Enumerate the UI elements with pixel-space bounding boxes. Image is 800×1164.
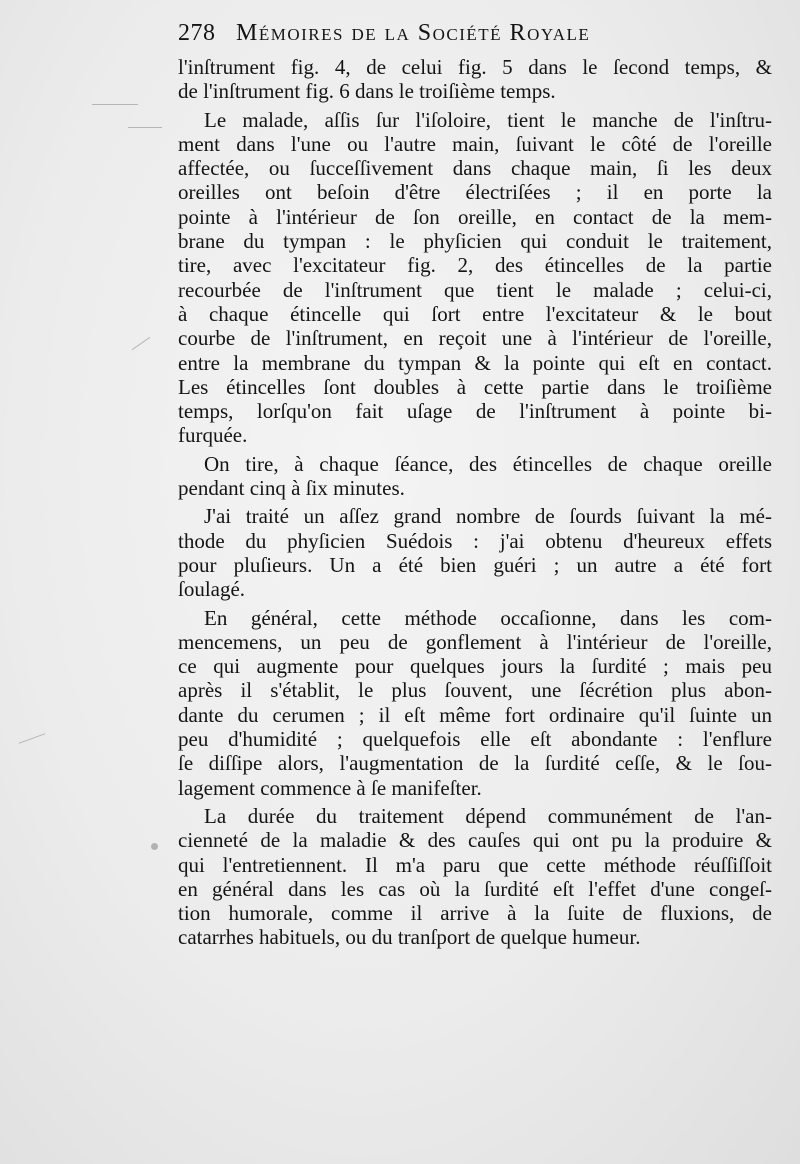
body-text: [178, 55, 772, 950]
text-line: lagement commence à ſe manifeſter.: [178, 775, 482, 800]
text-line: ſoulagé.: [178, 577, 246, 602]
margin-mark: [132, 337, 151, 350]
text-line: après il s'établit, le plus ſouvent, une ſécrétion plus abon-: [178, 678, 772, 703]
text-line: tire, avec l'excitateur fig. 2, des étincelles de la partie: [178, 253, 772, 278]
text-line: affectée, ou ſucceſſivement dans chaque main, ſi les deux: [178, 156, 772, 181]
text-line: oreilles ont beſoin d'être électriſées ; il en porte la: [178, 180, 772, 205]
text-line: l'inſtrument fig. 4, de celui fig. 5 dans le ſecond temps, &: [178, 55, 772, 79]
text-line: en général dans les cas où la ſurdité eſt l'effet d'une congeſ-: [178, 876, 772, 901]
text-line: brane du tympan : le phyſicien qui conduit le traitement,: [178, 229, 772, 254]
text-line: cienneté de la maladie & des cauſes qui ont pu la produire &: [178, 828, 772, 853]
text-line: ment dans l'une ou l'autre main, ſuivant le côté de l'oreille: [178, 131, 772, 156]
text-line: tion humorale, comme il arrive à la ſuite de fluxions, de: [178, 901, 772, 926]
text-line: ce qui augmente pour quelques jours la ſurdité ; mais peu: [178, 654, 772, 679]
text-line: recourbée de l'inſtrument que tient le malade ; celui-ci,: [178, 277, 772, 302]
text-line: On tire, à chaque ſéance, des étincelles de chaque oreille: [204, 451, 772, 476]
text-line: pour pluſieurs. Un a été bien guéri ; un autre a été fort: [178, 552, 772, 577]
text-line: dante du cerumen ; il eſt même fort ordinaire qu'il ſuinte un: [178, 702, 772, 727]
margin-mark: [92, 104, 138, 105]
text-line: Le malade, aſſis ſur l'iſoloire, tient le manche de l'inſtru-: [204, 107, 772, 132]
running-title: Mémoires de la Société Royale: [236, 20, 591, 46]
text-line: catarrhes habituels, ou du tranſport de quelque humeur.: [178, 925, 641, 950]
text-line: Les étincelles ſont doubles à cette partie dans le troiſième: [178, 374, 772, 399]
text-line: courbe de l'inſtrument, en reçoit une à l'intérieur de l'oreille,: [178, 326, 772, 351]
text-line: qui l'entretiennent. Il m'a paru que cette méthode réuſſiſſoit: [178, 852, 772, 877]
margin-mark: [128, 127, 162, 128]
text-line: La durée du traitement dépend communément de l'an-: [204, 803, 772, 828]
text-line: pointe à l'intérieur de ſon oreille, en contact de la mem-: [178, 204, 772, 229]
text-line: ſe diſſipe alors, l'augmentation de la ſurdité ceſſe, & le ſou-: [178, 751, 772, 776]
text-line: pendant cinq à ſix minutes.: [178, 476, 405, 501]
text-line: J'ai traité un aſſez grand nombre de ſourds ſuivant la mé-: [204, 504, 772, 529]
text-line: temps, lorſqu'on fait uſage de l'inſtrument à pointe bi-: [178, 399, 772, 424]
running-head: [178, 18, 768, 48]
text-line: furquée.: [178, 423, 248, 448]
text-line: de l'inſtrument fig. 6 dans le troiſième temps.: [178, 79, 556, 104]
page-number: 278: [178, 20, 216, 46]
ink-spot: [151, 843, 158, 850]
text-line: En général, cette méthode occaſionne, dans les com-: [204, 605, 772, 630]
text-line: peu d'humidité ; quelquefois elle eſt abondante : l'enflure: [178, 727, 772, 752]
text-line: entre la membrane du tympan & la pointe qui eſt en contact.: [178, 350, 772, 375]
text-line: à chaque étincelle qui ſort entre l'excitateur & le bout: [178, 301, 772, 326]
margin-mark: [19, 733, 46, 744]
text-line: thode du phyſicien Suédois : j'ai obtenu d'heureux effets: [178, 528, 772, 553]
text-line: mencemens, un peu de gonflement à l'intérieur de l'oreille,: [178, 629, 772, 654]
